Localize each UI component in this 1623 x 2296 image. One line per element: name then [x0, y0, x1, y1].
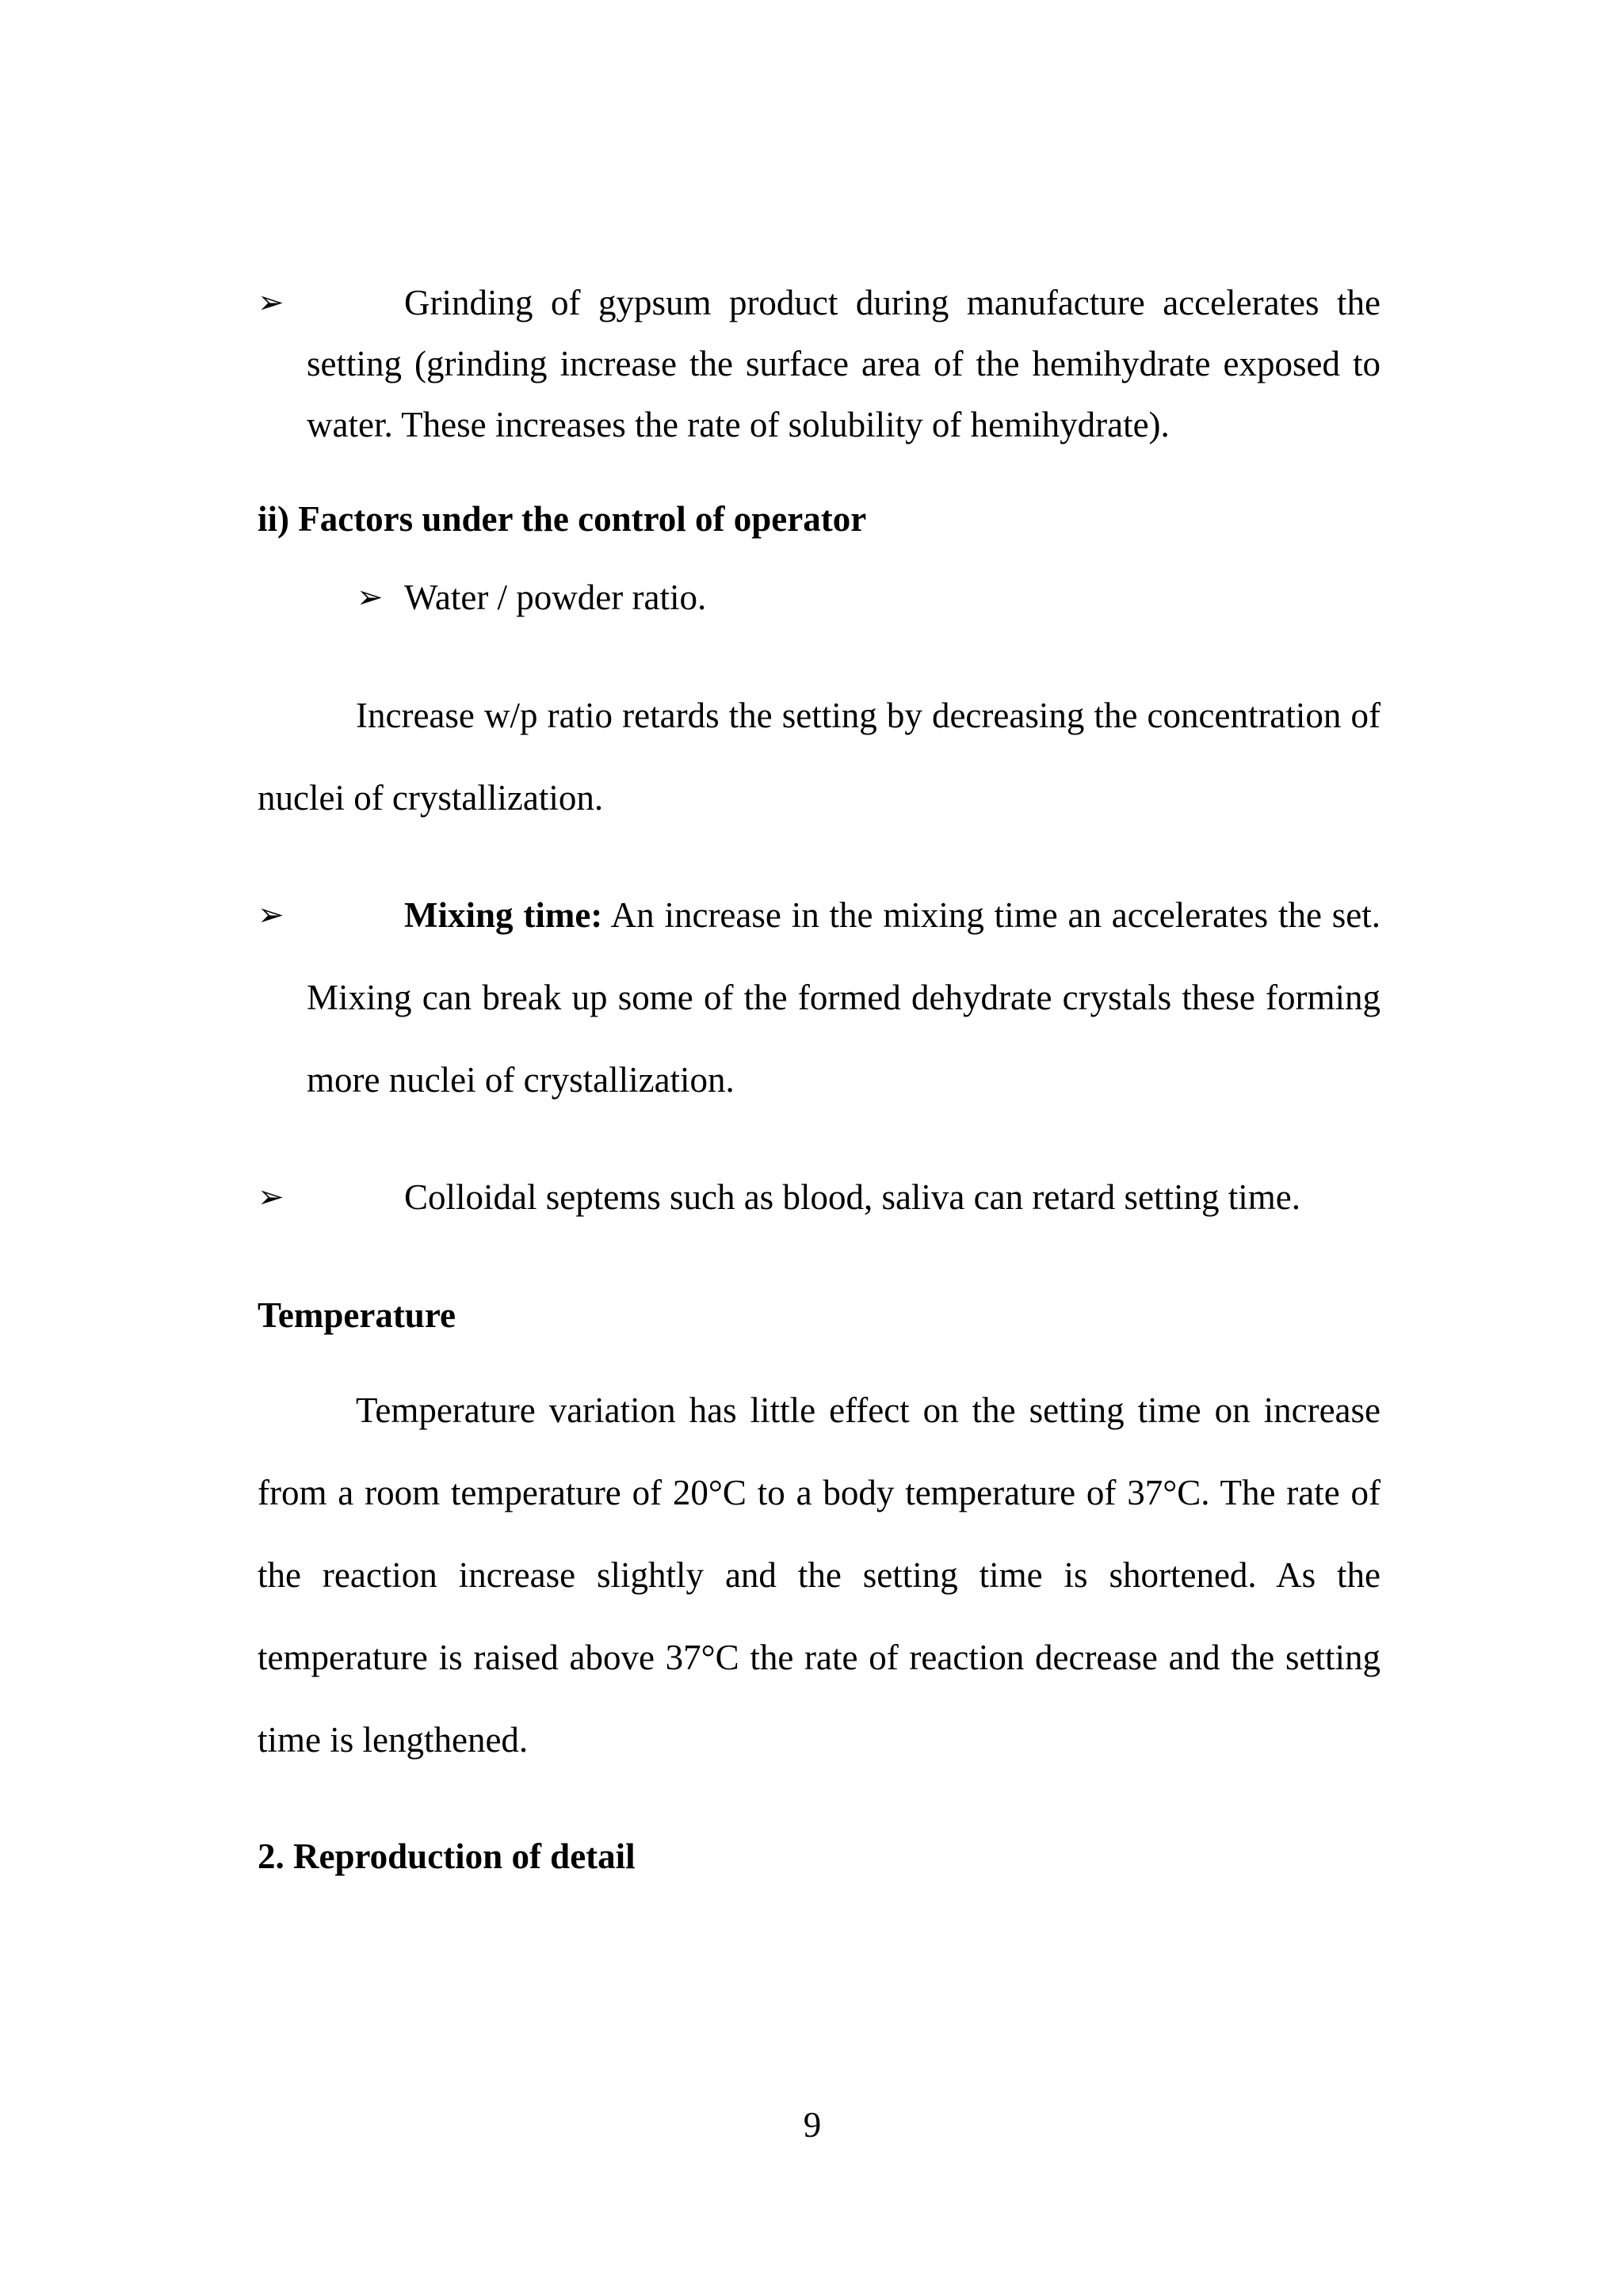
- arrow-bullet-icon: ➢: [258, 1179, 285, 1215]
- heading-factors-operator: ii) Factors under the control of operator: [258, 499, 867, 539]
- bullet-colloidal: Colloidal septems such as blood, saliva can retard setting time.: [404, 1177, 1300, 1217]
- bullet-grinding-line-1: Grinding of gypsum product during manufacture accelerates the: [404, 283, 1381, 322]
- paragraph-temperature-line-3: the reaction increase slightly and the setting time is shortened. As the: [258, 1555, 1381, 1595]
- paragraph-temperature-line-2: from a room temperature of 20°C to a body temperature of 37°C. The rate of: [258, 1473, 1381, 1512]
- heading-reproduction-of-detail: 2. Reproduction of detail: [258, 1836, 636, 1876]
- bullet-water-powder-ratio: Water / powder ratio.: [404, 578, 707, 617]
- paragraph-temperature-line-5: time is lengthened.: [258, 1720, 529, 1760]
- mixing-time-label: Mixing time:: [404, 895, 603, 935]
- arrow-bullet-icon: ➢: [258, 897, 285, 933]
- paragraph-wp-line-1: Increase w/p ratio retards the setting by decreasing the concentration of: [356, 696, 1381, 735]
- paragraph-temperature-line-4: temperature is raised above 37°C the rate of reaction decrease and the setting: [258, 1638, 1381, 1677]
- bullet-mixing-line-1: [404, 895, 1381, 935]
- page-number: 9: [803, 2105, 822, 2145]
- bullet-mixing-line-3: more nuclei of crystallization.: [307, 1060, 735, 1100]
- mixing-time-text: An increase in the mixing time an accelerates the set.: [602, 895, 1381, 935]
- paragraph-temperature-line-1: Temperature variation has little effect on the setting time on increase: [356, 1390, 1381, 1430]
- arrow-bullet-icon: ➢: [258, 284, 285, 321]
- bullet-mixing-line-2: Mixing can break up some of the formed dehydrate crystals these forming: [307, 978, 1381, 1017]
- bullet-grinding-line-2: setting (grinding increase the surface area of the hemihydrate exposed to: [307, 344, 1381, 383]
- heading-temperature: Temperature: [258, 1295, 456, 1335]
- paragraph-wp-line-2: nuclei of crystallization.: [258, 778, 604, 818]
- bullet-grinding-line-3: water. These increases the rate of solubility of hemihydrate).: [307, 405, 1170, 444]
- arrow-bullet-icon: ➢: [357, 579, 384, 616]
